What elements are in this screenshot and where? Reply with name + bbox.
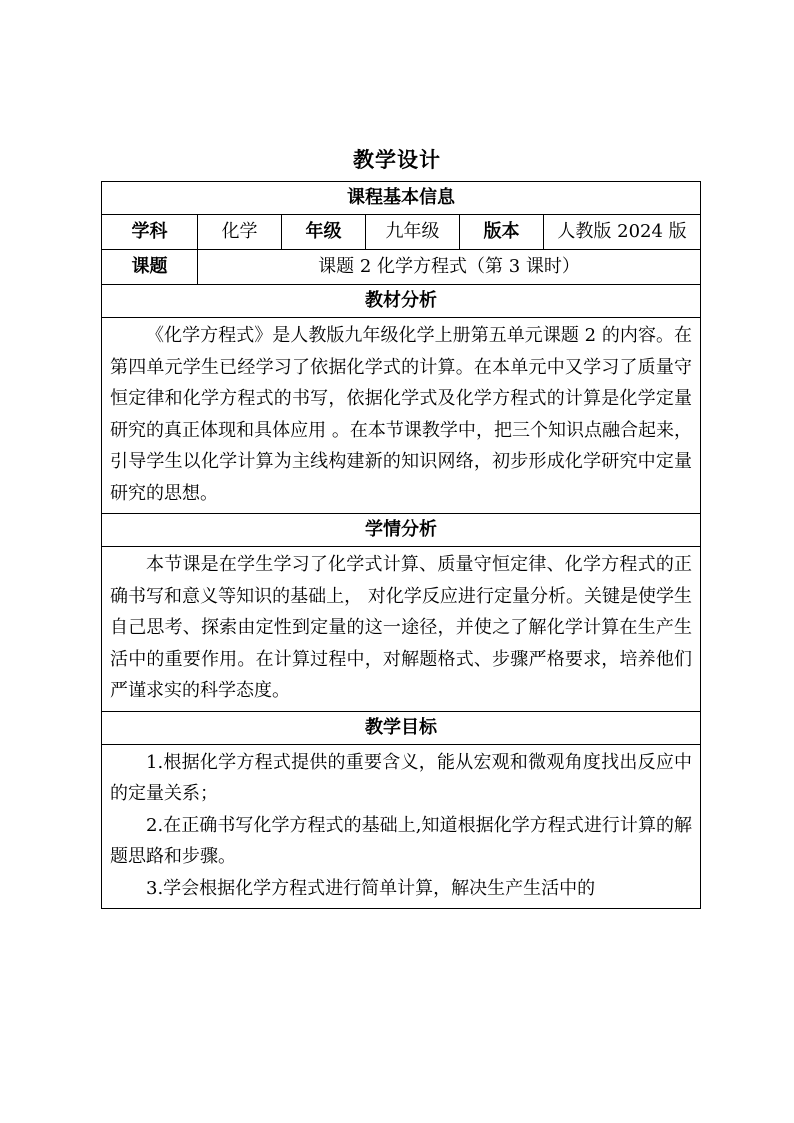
grade-value: 九年级 xyxy=(366,215,460,250)
edition-label: 版本 xyxy=(460,215,544,250)
learner-analysis-body xyxy=(102,547,701,712)
textbook-analysis-header: 教材分析 xyxy=(102,285,701,318)
learner-analysis-text: 本节课是在学生学习了化学式计算、质量守恒定律、化学方程式的正确书写和意义等知识的基础上， 对化学反应进行定量分析。关键是使学生自己思考、探索由定性到定量的这一途径，并使之了解化学计算在生产生活中的重要作用。在计算过程中，对解题格式、步骤严格要求，培养他们严谨求实的科学态度。 xyxy=(110,554,693,701)
edition-value: 人教版 2024 版 xyxy=(544,215,701,250)
textbook-analysis-body xyxy=(102,318,701,514)
lesson-plan-table xyxy=(101,181,701,909)
grade-label: 年级 xyxy=(282,215,366,250)
teaching-goal-item: 2.在正确书写化学方程式的基础上,知道根据化学方程式进行计算的解题思路和步骤。 xyxy=(110,814,693,867)
topic-label: 课题 xyxy=(102,250,198,285)
learner-analysis-header: 学情分析 xyxy=(102,514,701,547)
page-title: 教学设计 xyxy=(353,148,441,172)
teaching-goal-item: 1.根据化学方程式提供的重要含义，能从宏观和微观角度找出反应中的定量关系； xyxy=(110,751,693,804)
teaching-goals-body xyxy=(102,744,701,909)
teaching-goals-header: 教学目标 xyxy=(102,711,701,744)
textbook-analysis-text: 《化学方程式》是人教版九年级化学上册第五单元课题 2 的内容。在第四单元学生已经学习了依据化学式的计算。在本单元中又学习了质量守恒定律和化学方程式的书写，依据化学式及化学方程式的计算是化学定量研究的真正体现和具体应用 。在本节课教学中，把三个知识点融合起来，引导学生以化学计算为主线构建新的知识网络，初步形成化学研究中定量研究的思想。 xyxy=(110,325,693,504)
subject-label: 学科 xyxy=(102,215,198,250)
subject-value: 化学 xyxy=(198,215,282,250)
teaching-goal-item: 3.学会根据化学方程式进行简单计算，解决生产生活中的 xyxy=(146,877,596,899)
topic-value: 课题 2 化学方程式（第 3 课时） xyxy=(198,250,701,285)
basic-info-header: 课程基本信息 xyxy=(102,182,701,215)
